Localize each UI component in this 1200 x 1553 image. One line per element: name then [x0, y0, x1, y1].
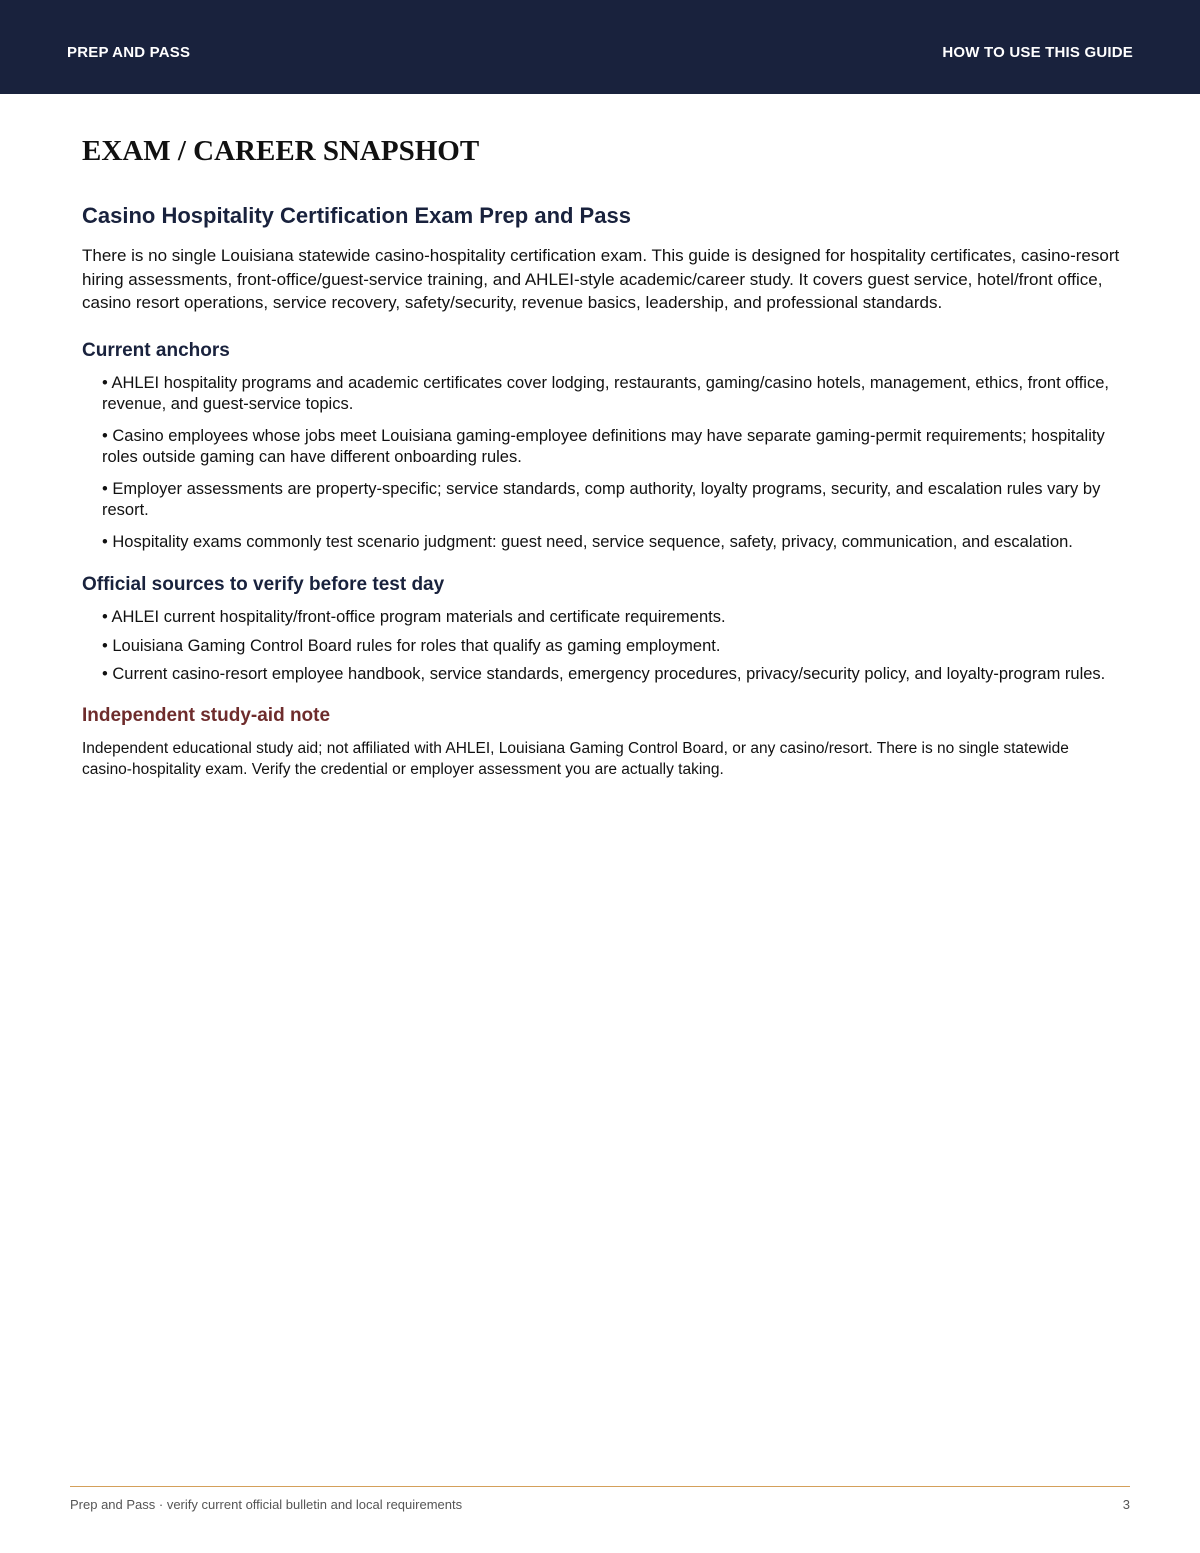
list-item: • Employer assessments are property-specific; service standards, comp authority, loyalty programs, security, and escalation rules vary by resort.: [102, 479, 1101, 519]
page-title: EXAM / CAREER SNAPSHOT: [82, 135, 480, 167]
page-content: [82, 134, 1122, 780]
footer-divider: [70, 1486, 1130, 1487]
header-section-label: HOW TO USE THIS GUIDE: [942, 44, 1133, 61]
list-item: • Casino employees whose jobs meet Louisiana gaming-employee definitions may have separate gaming-permit requirements; hospitality roles outside gaming can have different onboarding rules.: [102, 426, 1105, 466]
note-heading: Independent study-aid note: [82, 704, 331, 726]
page-number: 3: [1122, 1497, 1130, 1512]
footer-text: Prep and Pass · verify current official bulletin and local requirements: [70, 1497, 463, 1512]
sources-heading: Official sources to verify before test day: [82, 574, 445, 595]
intro-paragraph: There is no single Louisiana statewide casino-hospitality certification exam. This guide is designed for hospitality certificates, casino-resort hiring assessments, front-office/guest-service training, and AHLEI-style academic/career study. It covers guest service, hotel/front office, casino resort operations, service recovery, safety/security, revenue basics, leadership, and professional standards.: [82, 246, 1120, 312]
anchors-list: [102, 373, 1122, 554]
section-title: Casino Hospitality Certification Exam Prep and Pass: [82, 203, 631, 228]
list-item: • Hospitality exams commonly test scenario judgment: guest need, service sequence, safety, privacy, communication, and escalation.: [102, 532, 1073, 551]
sources-list: [102, 607, 1122, 686]
list-item: • AHLEI hospitality programs and academic certificates cover lodging, restaurants, gaming/casino hotels, management, ethics, front office, revenue, and guest-service topics.: [102, 373, 1109, 413]
list-item: • AHLEI current hospitality/front-office program materials and certificate requirements.: [102, 608, 726, 626]
note-text: Independent educational study aid; not affiliated with AHLEI, Louisiana Gaming Control Board, or any casino/resort. There is no single statewide casino-hospitality exam. Verify the credential or employer assessment you are actually taking.: [82, 739, 1069, 778]
anchors-heading: Current anchors: [82, 339, 230, 361]
header-brand: PREP AND PASS: [67, 44, 191, 61]
list-item: • Louisiana Gaming Control Board rules for roles that qualify as gaming employment.: [102, 636, 721, 655]
page-header: [0, 0, 1200, 94]
list-item: • Current casino-resort employee handbook, service standards, emergency procedures, privacy/security policy, and loyalty-program rules.: [102, 665, 1106, 683]
